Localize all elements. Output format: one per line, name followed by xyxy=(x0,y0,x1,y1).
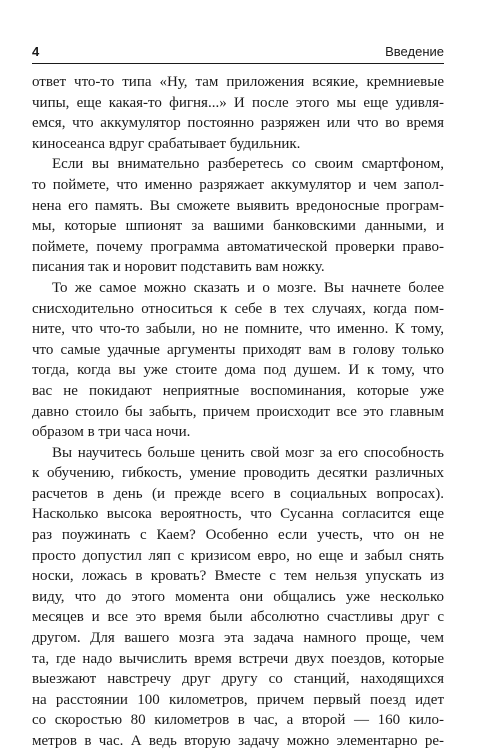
paragraph xyxy=(32,154,444,278)
text-line: мы, которые шпионят за вашими банковскими данными, и xyxy=(32,218,444,235)
text-line: раз поужинать с Каем? Особенно если учесть, что он не xyxy=(32,527,444,544)
paragraph xyxy=(32,443,444,752)
text-line: что самые удачные аргументы приходят вам в голову только xyxy=(32,341,444,358)
text-line: образом в три часа ночи. xyxy=(32,424,191,441)
text-line: просто допустил ляп с кризисом евро, но еще и забыл снять xyxy=(32,547,444,564)
text-line: к обучению, гибкость, умение проводить десятки различных xyxy=(32,465,444,482)
text-line: Вы научитесь больше ценить свой мозг за его способность xyxy=(52,444,444,461)
text-line: ните, что что-то забыли, но не помните, что именно. К тому, xyxy=(32,321,444,338)
text-line: емся, что аккумулятор постоянно разряжен или что во время xyxy=(32,115,444,132)
text-line: киносеанса вдруг срабатывает будильник. xyxy=(32,135,301,152)
text-line: ответ что-то типа «Ну, там приложения всякие, кремниевые xyxy=(32,74,444,90)
text-line: та, где надо вычислить время встречи двух поездов, которые xyxy=(32,650,444,667)
header-rule xyxy=(32,63,444,64)
section-title: Введение xyxy=(385,44,444,59)
text-line: Насколько высока вероятность, что Сусанна согласится еще xyxy=(32,506,444,523)
text-line: нена его память. Вы сможете выявить вредоносные програм- xyxy=(32,197,444,214)
text-line: давно стоило бы забыть, причем происходит все это главным xyxy=(32,403,444,420)
text-line: Если вы внимательно разберетесь со своим смартфоном, xyxy=(52,156,444,173)
text-line: расчетов в день (и прежде всего в социальных вопросах). xyxy=(32,485,444,502)
text-line: поймете, почему программа автоматической проверки право- xyxy=(32,238,444,255)
text-line: виду, что до этого момента они общались уже несколько xyxy=(32,588,444,605)
text-line: тогда, когда вы уже стоите дома под душем. И к тому, что xyxy=(32,362,444,379)
text-line: метров в час. А ведь вторую задачу можно элементарно ре- xyxy=(32,733,444,749)
text-line: другом. Для вашего мозга эта задача намного проще, чем xyxy=(32,630,444,647)
text-line: То же самое можно сказать и о мозге. Вы начнете более xyxy=(52,279,444,296)
text-line: снисходительно относиться к себе в тех случаях, когда пом- xyxy=(32,300,444,317)
running-header xyxy=(32,44,444,62)
page-number: 4 xyxy=(32,44,40,59)
text-line: носки, ложась в кровать? Вместе с тем нельзя упускать из xyxy=(32,568,444,585)
text-line: месяцев и все это время были абсолютно счастливы друг с xyxy=(32,609,444,626)
text-line: на расстоянии 100 километров, причем первый поезд идет xyxy=(32,691,444,708)
text-line: то поймете, что именно разряжает аккумулятор и чем запол- xyxy=(32,176,444,193)
paragraph xyxy=(32,278,444,443)
text-line: писания так и норовит подставить вам ножку. xyxy=(32,259,325,276)
text-line: выезжают навстречу друг другу со станций, находящихся xyxy=(32,671,444,688)
text-line: со скоростью 80 километров в час, а второй — 160 кило- xyxy=(32,712,444,729)
text-line: чипы, еще какая-то фигня...» И после этого мы еще удивля- xyxy=(32,94,444,111)
paragraph xyxy=(32,72,444,154)
text-line: вас не покидают неприятные воспоминания, которые уже xyxy=(32,382,444,399)
